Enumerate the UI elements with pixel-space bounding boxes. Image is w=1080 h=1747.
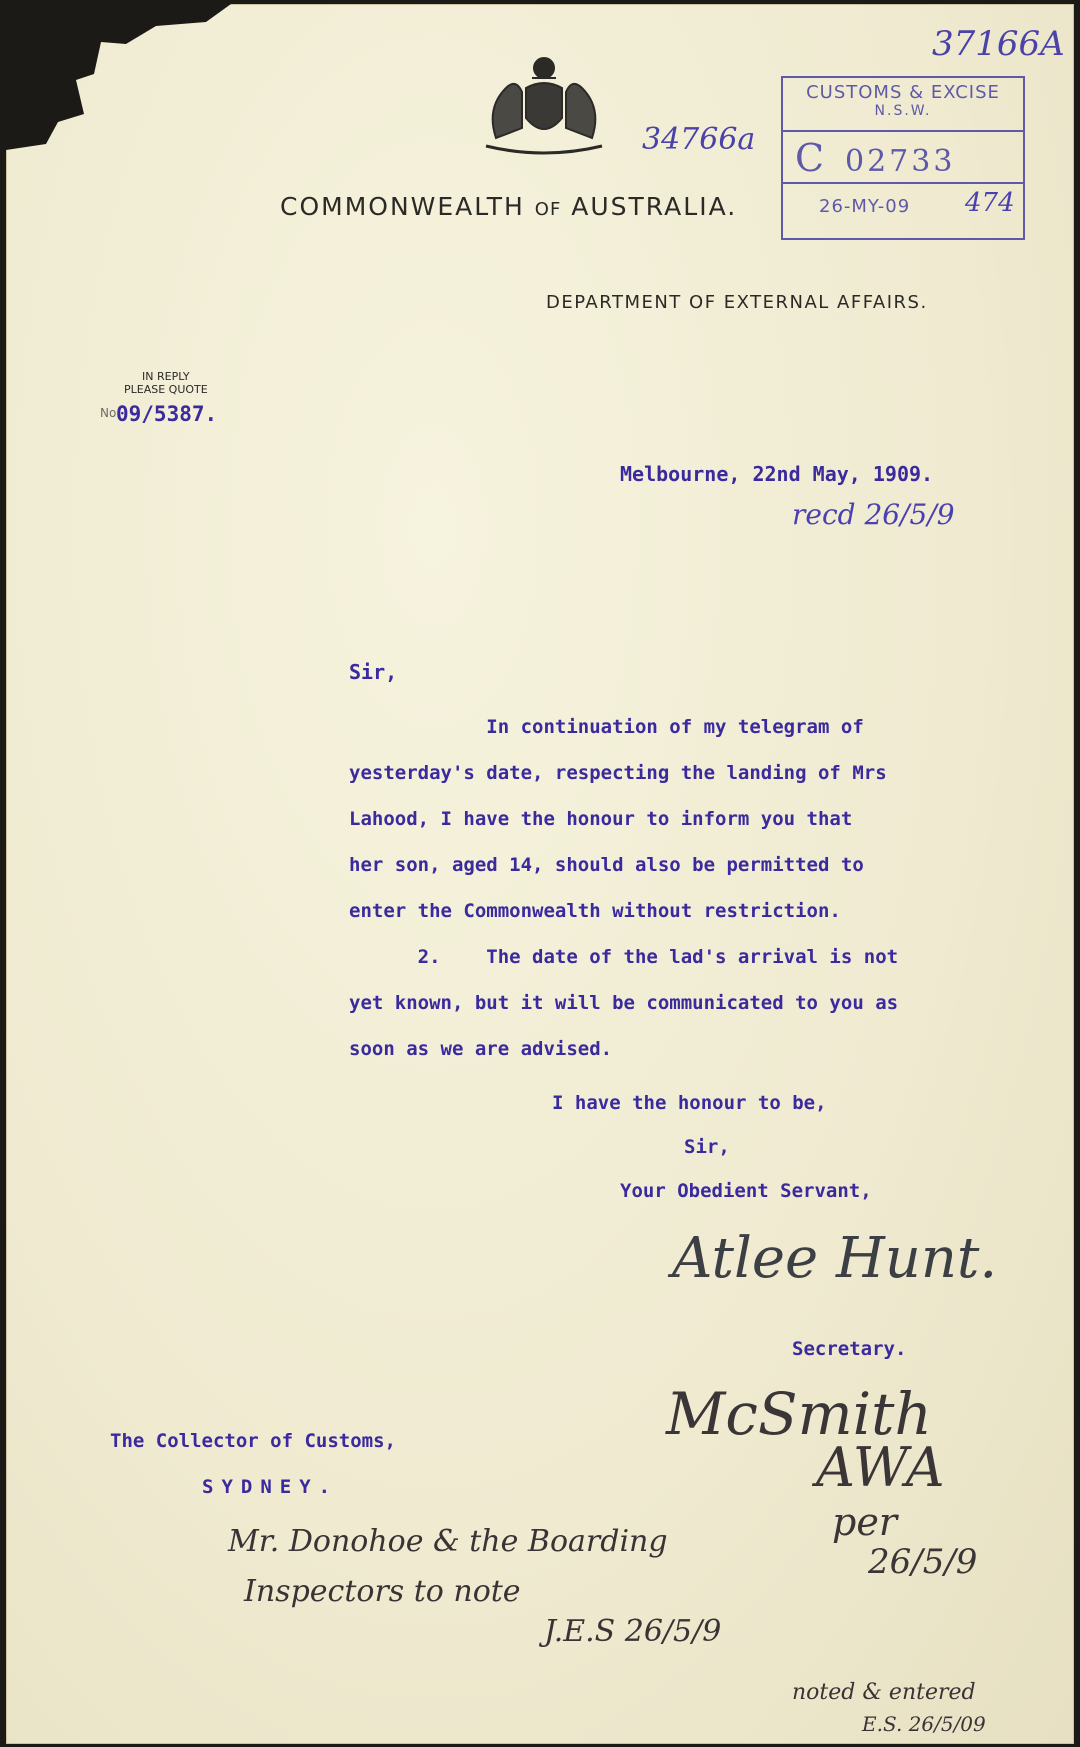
closing-line-1: I have the honour to be, xyxy=(552,1092,827,1114)
handwritten-per-date: 26/5/9 xyxy=(868,1542,978,1582)
letter-body xyxy=(349,704,1029,1072)
handwritten-note-line-2: Inspectors to note xyxy=(244,1574,521,1609)
body-line: 2. The date of the lad's arrival is not xyxy=(349,946,899,968)
salutation: Sir, xyxy=(349,660,398,684)
stamp-letter: C xyxy=(795,136,825,180)
body-line: yesterday's date, respecting the landing of Mrs xyxy=(349,762,887,784)
handwritten-note-initials: J.E.S 26/5/9 xyxy=(544,1614,722,1649)
reference-no-label: No. xyxy=(100,406,120,420)
stamp-handwritten-number: 474 xyxy=(965,188,1015,218)
torn-corner xyxy=(6,4,246,154)
stamp-number: 02733 xyxy=(845,144,956,179)
stamp-date: 26-MY-09 xyxy=(819,196,911,217)
stamp-state: N.S.W. xyxy=(874,103,932,119)
date-line: Melbourne, 22nd May, 1909. xyxy=(620,462,934,486)
handwritten-initials-awa: AWA xyxy=(816,1436,945,1499)
handwritten-per: per xyxy=(832,1500,897,1544)
addressee-line-1: The Collector of Customs, xyxy=(110,1430,396,1452)
signatory-title: Secretary. xyxy=(792,1338,907,1360)
closing-line-3: Your Obedient Servant, xyxy=(620,1180,872,1202)
signature: Atlee Hunt. xyxy=(672,1226,998,1291)
handwritten-note-line-1: Mr. Donohoe & the Boarding xyxy=(228,1524,668,1559)
handwritten-mcsmith: McSmith xyxy=(666,1380,932,1448)
reference-number: 09/5387. xyxy=(116,402,218,426)
noted-entered-line-1: noted & entered xyxy=(792,1680,976,1705)
coat-of-arms-emblem xyxy=(466,48,622,156)
body-line: enter the Commonwealth without restriction. xyxy=(349,900,841,922)
file-reference-number: 34766a xyxy=(642,122,756,157)
addressee-city: SYDNEY. xyxy=(202,1476,339,1498)
customs-stamp xyxy=(781,76,1025,240)
letterhead-title: COMMONWEALTH OF AUSTRALIA. xyxy=(280,192,738,221)
received-note: recd 26/5/9 xyxy=(792,498,955,531)
body-line: yet known, but it will be communicated to you as xyxy=(349,992,899,1014)
body-line: her son, aged 14, should also be permitted to xyxy=(349,854,864,876)
department-name: DEPARTMENT OF EXTERNAL AFFAIRS. xyxy=(546,292,928,313)
body-line: In continuation of my telegram of xyxy=(349,716,864,738)
noted-entered-line-2: E.S. 26/5/09 xyxy=(862,1712,986,1736)
body-line: Lahood, I have the honour to inform you that xyxy=(349,808,853,830)
top-reference-number: 37166A xyxy=(932,24,1065,64)
stamp-agency: CUSTOMS & EXCISE xyxy=(806,82,1000,103)
body-line: soon as we are advised. xyxy=(349,1038,613,1060)
reply-instruction: IN REPLY PLEASE QUOTE xyxy=(124,370,208,396)
closing-line-2: Sir, xyxy=(684,1136,730,1158)
letter-sheet xyxy=(6,4,1074,1744)
